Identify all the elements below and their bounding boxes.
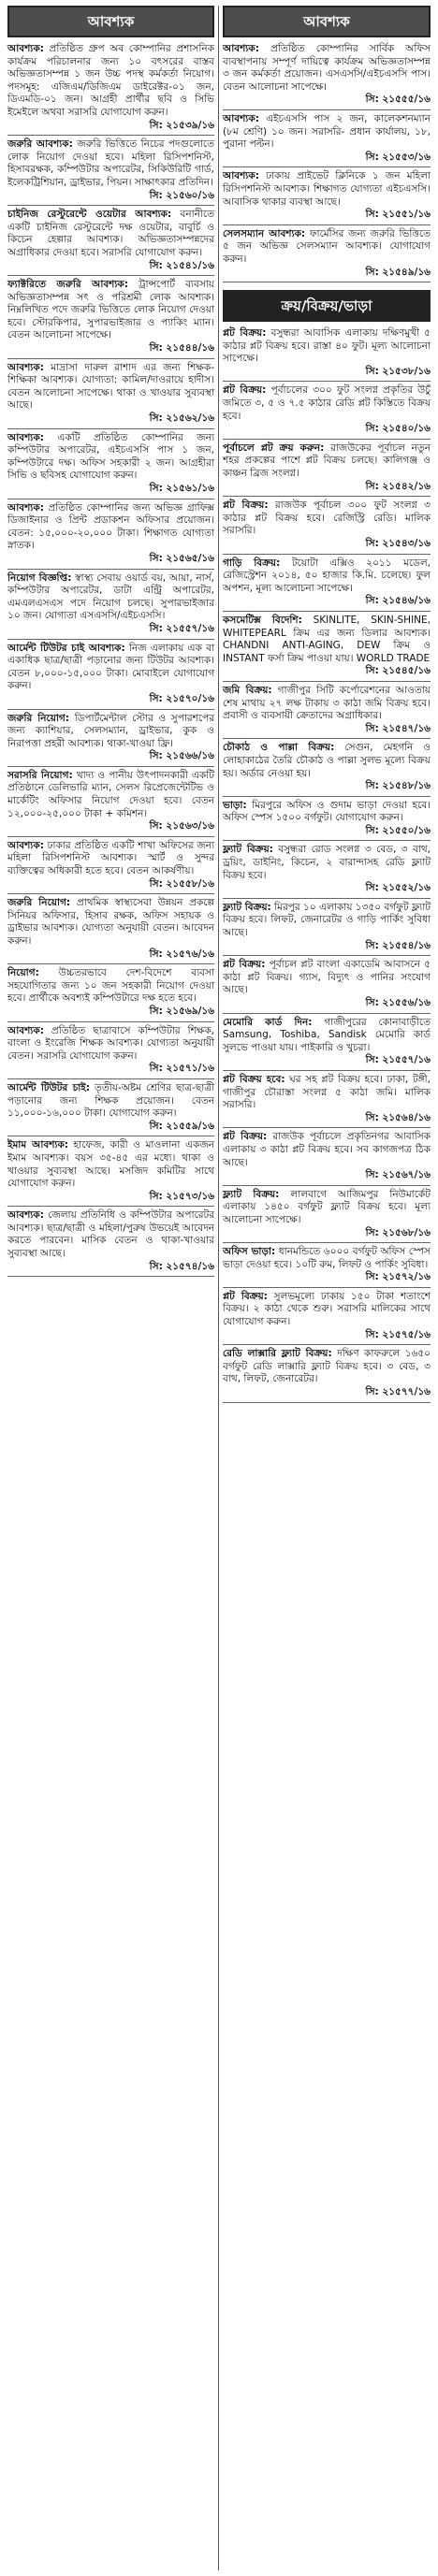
ad-keyword: আবশ্যক: [223,170,259,182]
ad-code: সি: ২১৫৬০/১৬ [149,189,214,201]
ad-separator [223,955,431,956]
ad-code: সি: ২১৫৪৯/১৬ [365,266,431,278]
ad-keyword: আবশ্যক: [7,361,44,373]
ad-text: এইচএসসি পাস ২ জন, কালেকশনম্যান (৮ম শ্রেণি) ১০ জন। সরাসরি- প্রধান কার্যালয়, ১৮, পুরানা পল্টন। [223,112,431,151]
classified-ad [223,1189,431,1239]
ad-separator [223,166,431,167]
ad-separator [7,1276,214,1277]
classified-ad [7,643,214,706]
ad-keyword: আবশ্যক: [7,431,44,443]
ad-text: ডিপার্টমেন্টাল স্টোর ও সুপারশপের জন্য ক্যাশিয়ার, সেলসম্যান, ড্রাইভার, কুক ও নিরাপত্তা প্রহরী আবশ্যক। থাকা-খাওয়া ফ্রি। [7,712,215,749]
ad-code: সি: ২১৫৪৭/১৬ [365,722,431,734]
classified-ad [223,742,431,792]
ad-code: সি: ২১৫৬৮/১৬ [365,1226,431,1238]
ad-text: হাফেজ, কারী ও মাওলানা একজন ইমাম আবশ্যক। বয়স ৩৫-৪৫ এর মধ্যে। থাকা ও খাওয়ার সুব্যবস্থা আছে। মসজিদ কমিটির সাথে যোগাযোগ করুন। [7,1139,214,1190]
ad-keyword: রেডি লাক্সারি ফ্ল্যাট বিক্রয়: [223,1348,332,1360]
ad-keyword: পূর্বাচলে প্লট ক্রয় করুন: [223,441,325,454]
classified-ad [7,572,214,636]
right-ads-list [223,43,431,282]
ad-code: সি: ২১৫৭৬/১৬ [149,948,214,960]
ad-keyword: জমি বিক্রয়: [223,684,272,696]
ad-code: সি: ২১৫৬১/১৬ [149,483,214,494]
classified-ad [223,844,431,894]
ad-separator [7,135,214,136]
ad-keyword: ফ্যাক্টরিতে জরুরি আবশ্যক: [7,279,128,291]
classified-ad [7,432,214,496]
ad-keyword: প্লট বিক্রয়: [223,327,267,340]
ad-text: ঢাকায় প্রাইভেট ক্লিনিকে ১ জন মহিলা রিসিপশনিস্ট আবশ্যক। শিক্ষাগত যোগ্যতা এইচএসসি। আবাসিক থাকার ব্যবস্থা আছে। [223,170,431,208]
ad-text: স্বাস্থ্য সেবায় ওয়ার্ড বয়, আয়া, নার্স, কম্পিউটার অপারেটর, ডাটা এন্ট্রি অপারেটর, এমএলএসএস পদে নিয়োগ চলছে। সুপারভাইজার ১০ জন। যোগ্যতা এসএসসি/এইচএসসি। [7,572,214,622]
ad-keyword: প্লট বিক্রয়: [223,1131,268,1143]
ad-keyword: আবশ্যক: [7,43,44,54]
ad-keyword: আর্মেন্ট টিউটর চাই: [7,1081,90,1093]
ad-separator [7,1078,214,1079]
ad-code: সি: ২১৫৬৬/১৬ [149,750,214,762]
ad-text: পূর্বাচলের ৩০০ ফুট সংলগ্ন প্রকৃতির উচুঁ জমিতে ৩, ৫ ও ৭.৫ কাঠার রেডি প্লট কিস্তিতে বিক্রয় হবে। [223,384,431,422]
section-header-wanted-right: আবশ্যক [223,6,431,37]
ad-keyword: জরুরি আবশ্যক: [7,138,73,151]
ad-separator [7,1021,214,1022]
ad-separator [223,381,431,382]
ad-text: ঘর সহ প্লট বিক্রয় হবে। ঢাকা, টঙ্গী, গাজীপুর চৌরাস্তা সংলগ্ন ৫ কাঠা জমি। মালিক সরাসরি। [223,1073,431,1111]
ad-code: সি: ২১৫৫৩/১৬ [365,151,431,163]
ad-code: সি: ২১৫৫৪/১৬ [365,939,431,951]
ad-text: উচ্চতরভাবে দেশ-বিদেশে ব্যবসা সহযোগিতার জন্য ১০ জন সহকারী নিয়োগ দেওয়া হবে। প্রার্থীকে অবশ্যই কম্পিউটারে দক্ষ হতে হবে। [7,967,214,1005]
ad-text: বসুন্ধরা রোড সংলগ্ন ৩ বেড, ৩ বাথ, ড্রয়িং, ডাইনিং, কিচেন, ২ বারান্দাসহ রেডি ফ্ল্যাট বিক্রয় হবে। [223,844,431,881]
classified-ad [223,384,431,435]
classified-ad [7,138,214,202]
classified-ad [223,43,431,107]
ad-code: সি: ২১৫৫৫/১৬ [365,94,431,106]
ad-text: মিরপুরে অফিস ও গুদাম ভাড়া দেওয়া হবে। অফিস স্পেস ১৫০০ বর্গফুট। যোগাযোগ করুন। [223,799,431,824]
classified-ad [7,770,214,833]
classified-ad [7,897,214,961]
ad-code: সি: ২১৫৫৭/১৬ [149,622,214,634]
ad-keyword: চাইনিজ রেস্টুরেন্টে ওয়েটার আবশ্যক: [7,209,172,221]
ad-separator [223,224,431,225]
classified-ad [7,209,214,272]
ad-separator [223,554,431,555]
ad-code: সি: ২১৫৫০/১৬ [365,824,431,836]
ad-keyword: প্লট বিক্রয়: [223,384,267,397]
ad-text: গাজীপুরের কোনাবাড়ীতে Samsung, Toshiba, Sandisk মেমোরি কার্ড সুলভে পাওয়া যায়। পাইকারি ও খুচরা। [223,1016,431,1053]
ad-text: বনানীতে একটি চাইনিজ রেস্টুরেন্টে দক্ষ ওয়েটার, বাবুর্চি ও কিচেন হেল্পার আবশ্যক। অভিজ্ঞতাসম্পন্নদের অগ্রাধিকার দেওয়া হবে। সরাসরি যোগাযোগ করুন। [7,209,214,258]
classified-ad [223,557,431,608]
ad-keyword: প্লট বিক্রয়: [223,1290,268,1302]
classified-ad [7,840,214,890]
classified-ad [223,1074,431,1124]
ad-keyword: ফ্ল্যাট বিক্রয়: [223,1188,280,1200]
ad-text: ফার্মেসির জন্য জরুরি ভিত্তিতে ৫ জন অভিজ্ঞ সেলসম্যান আবশ্যক। যোগাযোগ করুন। [223,227,431,265]
ad-separator [7,639,214,640]
ad-text: প্রাথমিক স্বাস্থ্যসেবা উন্নয়ন প্রকল্পে সিনিয়র অফিসার, হিসাব রক্ষক, অফিস সহায়ক ও ড্রাইভার আবশ্যক। যোগ্যতা অনুযায়ী বেতন। আবেদন করুন। [7,897,215,947]
ad-keyword: আর্মেন্ট টিউটর চাই আবশ্যক: [7,642,125,654]
ad-code: সি: ২১৫৫৭/১৬ [365,1054,431,1066]
ad-text: টয়োটা এক্সিও ২০১১ মডেল, রেজিস্ট্রেশন ২০১৪, ৫০ হাজার কি.মি. চলেছে। ফুল অপশন, মূল্য আলোচনা সাপেক্ষে। [223,557,431,594]
ad-separator [223,840,431,841]
ad-separator [7,893,214,894]
ad-code: সি: ২১৫৭১/১৬ [149,1063,214,1075]
ad-code: সি: ২১৫৭৭/১৬ [365,1386,431,1398]
ad-text: বসুন্ধরা আবাসিক এলাকায় দক্ষিণমুখী ৫ কাঠার প্লট বিক্রয় হবে। রাস্তা ৪০ ফুট। মূল্য আলোচনা সাপেক্ষে। [223,327,431,365]
ad-separator [223,1242,431,1243]
classified-ad [7,362,214,426]
ad-text: প্রতিষ্ঠিত কোম্পানির জন্য অভিজ্ঞ গ্রাফিক্স ডিজাইনার ও প্রিন্ট প্রডাকশন অফিসার প্রয়োজন। বেতন: ১৫,০০০-২০,০০০ টাকা। শিক্ষাগত যোগ্যতা স্নাতক। [7,501,214,552]
ad-code: সি: ২১৫৬৩/১৬ [149,820,214,832]
ad-code: সি: ২১৫৬২/১৬ [149,412,214,425]
classified-ad [223,800,431,838]
classified-ad [7,1139,214,1203]
ad-keyword: প্লট বিক্রয়: [223,959,266,971]
classified-ad [223,615,431,678]
classified-ad [7,502,214,566]
ad-code: সি: ২১৫৪৬/১৬ [365,595,431,607]
ad-code: সি: ২১৫৪২/১৬ [365,480,431,492]
ad-text: প্রতিষ্ঠিত গ্রুপ অব কোম্পানির প্রশাসনিক কার্যক্রম পরিচালনার জন্য ১০ বৎসরের বাস্তব অভিজ্ঞতাসম্পন্ন ১ জন উচ্চ পদস্থ কর্মকর্তা নিয়োগ। পদসমূহ: এজিএম/ডিজিএম ডাইরেক্টর-০১ জন, ডিএমডি-০১ জন। আগ্রহী প্রার্থীর ছবি ও সিভি ইমেইলে অথবা সরাসরি যোগাযোগ করুন। [7,43,214,118]
classified-ad [223,228,431,279]
classified-ad [7,279,214,355]
ad-separator [7,358,214,359]
ad-separator [223,439,431,440]
left-ads-list [7,43,214,1277]
ad-text: জেলায় প্রতিনিধি ও কম্পিউটার অপারেটর আবশ্যক। ছাত্র/ছাত্রী ও মহিলা/পুরুষ উভয়েই আবেদন করতে পারবেন। মাসিক বেতন ও থাকা-খাওয়ার সুব্যবস্থা আছে। [7,1209,214,1260]
ad-keyword: সরাসরি নিয়োগ: [7,769,73,781]
ad-keyword: ইমাম আবশ্যক: [7,1139,69,1151]
ad-code: সি: ২১৫৫৬/১৬ [365,997,431,1008]
ad-keyword: গাড়ি বিক্রয়: [223,557,281,569]
ad-text: রাজউক পূর্বাচল ৩০০ ফুট সংলগ্ন ৩ কাঠার প্লট বিক্রয় হবে। রেজিস্ট্রি রেডি। মালিক সরাসরি। [223,499,431,537]
classified-ad [223,442,431,493]
ad-text: গাজীপুর সিটি কর্পোরেশনের আওতায় শেষ মাথায় ২৭ লক্ষ টাকায় ৩ কাঠা জমি বিক্রয় হবে। প্রবাসী ও ব্যবসায়ী ক্রেতাদের অগ্রাধিকার। [223,684,431,722]
ad-text: ধানমন্ডিতে ৬০০০ বর্গফুট অফিস স্পেস ভাড়া দেওয়া হবে। ১০টি রুম, লিফট ও পার্কিং সুবিধা। [223,1246,431,1270]
ad-text: ট্রান্সপোর্ট ব্যবসায় অভিজ্ঞতাসম্পন্ন সৎ ও পরিশ্রমী লোক আবশ্যক। নিম্নলিখিত পদে জরুরি ভিত্তিতে লোক নিয়োগ দেওয়া হবে। স্টোরকিপার, সুপারভাইজার ও প্যাকিং ম্যান। বেতন আলোচনা সাপেক্ষে। [7,279,214,341]
classified-ad [7,1209,214,1273]
classified-ad [7,1025,214,1076]
ad-code: সি: ২১৫৫৯/১৬ [149,1120,214,1132]
classified-ad [223,170,431,221]
ad-code: সি: ২১৫৭০/১৬ [149,692,214,704]
ad-text: SKINLITE, SKIN-SHINE, WHITEPEARL ক্রিম এর জন্য ডিলার আবশ্যক। CHANDNI ANTI-AGING, DEW ক্রিম ও INSTANT ফর্সা ক্রিম পাওয়া যায়। WORLD TRADE [223,614,431,664]
ad-separator [223,1013,431,1014]
ad-keyword: আবশ্যক: [7,1024,44,1036]
ad-separator [7,766,214,767]
ad-code: সি: ২১৫৪৫/১৬ [365,665,431,677]
left-column [7,6,214,1280]
classified-ad [223,1017,431,1067]
ad-keyword: জরুরি নিয়োগ: [7,712,70,724]
ad-code: সি: ২১৫৬৯/১৬ [149,1005,214,1017]
classified-ad [7,1082,214,1133]
ad-code: সি: ২১৫৩৯/১৬ [149,119,214,131]
ad-text: মাদ্রাসা দারুল রাশাদ এর জন্য শিক্ষক-শিক্ষিকা আবশ্যক। যোগ্যতা: কামিল/দাওরায়ে হাদীস। বেতন আলোচনা সাপেক্ষে। থাকা ও খাওয়ার সুব্যবস্থা আছে। [7,361,214,412]
classified-ad [223,685,431,735]
ad-text: তৃতীয়-অষ্টম শ্রেণির ছাত্র-ছাত্রী পড়ানোর জন্য শিক্ষক প্রয়োজন। বেতন ১১,০০০-১৬,০০০ টাকা। যোগাযোগ করুন। [7,1081,214,1120]
ad-text: দক্ষিণ কাফরুলে ১৬৫০ বর্গফুট রেডি লাক্সারি ফ্ল্যাট বিক্রয় হবে। ৩ বেড, ৩ বাথ, লিফট, জেনারেটর। [223,1348,431,1385]
classified-ad [7,713,214,763]
ad-code: সি: ২১৫৬৪/১৬ [365,1111,431,1123]
ad-text: লালবাগে আজিমপুর নিউমার্কেট এলাকায় ১৪৫০ বর্গফুট ফ্ল্যাট বিক্রয় হবে। মূল্য আলোচনা সাপেক্ষে। [223,1188,431,1225]
ad-separator [223,1070,431,1071]
ad-code: সি: ২১৫৬৫/১৬ [149,552,214,564]
ad-keyword: অফিস ভাড়া: [223,1246,276,1258]
ad-code: সি: ২১৫৩৮/১৬ [365,365,431,377]
ad-separator [223,898,431,899]
ad-separator [223,109,431,110]
right-column [223,6,431,1406]
ad-code: সি: ২১৫৭২/১৬ [365,1271,431,1283]
classified-ad [223,1348,431,1398]
classified-ad [223,959,431,1009]
ad-code: সি: ২১৫৪৩/১৬ [365,538,431,549]
ad-keyword: আবশ্যক: [7,1209,44,1222]
ad-text: সুলভমূল্যে ঢাকায় ১৫০ টাকা শতাংশে বিক্রয়। ২ কাঠা থেকে শুরু। সরাসরি মালিকের সাথে যোগাযোগ করুন। [223,1290,431,1328]
ad-code: সি: ২১৫৫৮/১৬ [149,877,214,890]
ad-keyword: ফ্ল্যাট বিক্রয়: [223,901,271,913]
ad-keyword: প্লট বিক্রয়: [223,499,269,512]
ad-text: খাদ্য ও পানীয় উৎপাদনকারী একটি প্রতিষ্ঠানে ডেলিভারি ম্যান, সেলস রিপ্রেজেন্টেটিভ ও মার্কেটিং অফিসার নিয়োগ দেওয়া হবে। বেতন ১২,০০০-২৫,০০০ টাকা + কমিশন। [7,769,214,819]
ad-code: সি: ২১৫৪১/১৬ [149,259,214,271]
classified-ad [7,43,214,132]
ad-keyword: চৌকাঠ ও পাল্লা বিক্রয়: [223,742,335,754]
ad-code: সি: ২১৫৫২/১৬ [365,882,431,894]
ad-text: পূর্বাচল প্লট বাংলা একাডেমি আবাসনে ৫ কাঠা প্লট বিক্রয়। গ্যাস, বিদ্যুৎ ও পানির সংযোগ আছে। [223,959,431,996]
ad-separator [7,836,214,837]
ad-keyword: আবশ্যক: [7,839,44,851]
ad-code: সি: ২১৫৬৭/১৬ [365,1169,431,1181]
ad-keyword: নিয়োগ: [7,967,39,979]
ad-code: সি: ২১৫৪০/১৬ [365,423,431,435]
ad-code: সি: ২১৫৪৮/১৬ [365,780,431,792]
ad-keyword: জরুরি নিয়োগ: [7,897,71,909]
column-divider [218,6,219,2570]
classified-ad [223,113,431,164]
right-ads2-list [223,327,431,1403]
ad-text: সেগুন, মেহগনি ও লোহাকাঠের তৈরি চৌকাঠ ও পাল্লা সুলভ মূল্যে বিক্রয় হয়। অর্ডার নেওয়া হয়। [223,742,431,779]
section-header-wanted-left: আবশ্যক [7,6,214,37]
ad-separator [7,709,214,710]
ad-separator [223,1185,431,1186]
ad-keyword: আবশ্যক: [223,43,259,54]
ad-text: প্রতিষ্ঠিত কোম্পানির সার্বিক অফিস ব্যবস্থাপনায় সম্পূর্ণ দায়িত্বে কার্যক্রম অভিজ্ঞতাসম্পন্ন ৩ জন কর্মকর্তা প্রয়োজন। এসএসসি/এইচএসসি পাস। বেতন আলোচনা সাপেক্ষে। [223,43,431,93]
classified-ad [223,499,431,550]
ad-text: একটি প্রতিষ্ঠিত কোম্পানির জন্য কম্পিউটার অপারেটর, এইচএসসি পাস ১ জন, কম্পিউটারে দক্ষ। অফিস সহকারী ২ জন। আগ্রহীরা সিভি ও ছবিসহ যোগাযোগ করুন। [7,431,214,482]
ad-code: সি: ২১৫৭৩/১৬ [149,1190,214,1202]
classified-ad [223,902,431,952]
ad-separator [223,1402,431,1403]
ad-separator [223,611,431,612]
classified-ad [223,327,431,378]
ad-separator [7,205,214,206]
ad-separator [7,963,214,964]
ad-code: সি: ২১৫৫১/১৬ [365,209,431,221]
classified-ad [7,967,214,1018]
ad-text: ঢাকার প্রতিষ্ঠিত একটি শাখা অফিসের জন্য মহিলা রিসিপশনিস্ট আবশ্যক। স্মার্ট ও সুন্দর ব্যক্তিত্বের অধিকারী হতে হবে। বেতন আকর্ষণীয়। [7,839,214,877]
ad-separator [7,1206,214,1207]
ad-keyword: ভাড়া: [223,799,247,811]
classified-ad [223,1131,431,1181]
ad-text: প্রতিষ্ঠিত ছাত্রাবাসে কম্পিউটার শিক্ষক, বাংলা ও ইংরেজি শিক্ষক আবশ্যক। যোগ্যতা অনুযায়ী বেতন। সরাসরি যোগাযোগ করুন। [7,1024,214,1062]
ad-keyword: কসমেটিক্স বিদেশি: [223,614,302,626]
ad-separator [223,738,431,739]
ad-separator [223,496,431,497]
ad-keyword: সেলসম্যান আবশ্যক: [223,227,306,239]
ad-code: সি: ২১৫৪৪/১৬ [149,342,214,355]
section-header-buy-sell-rent: ক্রয়/বিক্রয়/ভাড়া [223,290,431,322]
classified-ad [223,1291,431,1341]
ad-separator [223,796,431,797]
ad-separator [223,1344,431,1345]
ad-keyword: আবশ্যক: [7,501,44,514]
ad-text: মিরপুর ১০ এলাকায় ১৩৫০ বর্গফুট ফ্ল্যাট বিক্রয় হবে। লিফট, জেনারেটর ও গাড়ি পার্কিং সুবিধা আছে। [223,901,431,939]
ad-separator [223,1287,431,1288]
ad-separator [7,275,214,276]
ad-keyword: ফ্ল্যাট বিক্রয়: [223,844,273,856]
ad-text: নিজ এলাকায় এক বা একাধিক ছাত্র/ছাত্রী পড়ানোর জন্য টিউটর আবশ্যক। বেতন ৮,০০০-১৫,০০০ টাকা। মোবাইলে যোগাযোগ করুন। [7,642,214,692]
ad-keyword: প্লট বিক্রয় হবে: [223,1073,285,1085]
classified-ad [223,1246,431,1284]
ad-code: সি: ২১৫৭৫/১৬ [365,1328,431,1340]
ad-text: রাজউক পূর্বাচলে প্রকৃতিনগর আবাসিক এলাকায় ৩ কাঠা প্লট বিক্রয় হবে। সব কাগজপত্র ঠিক আছে। [223,1131,431,1168]
ad-text: জরুরি ভিত্তিতে নিচের পদগুলোতে লোক নিয়োগ দেওয়া হবে। মহিলা রিসিপশনিস্ট, হিসাবরক্ষক, কম্পিউটার অপারেটর, সিকিউরিটি গার্ড, ইলেকট্রিশিয়ান, ড্রাইভার, পিয়ন। সাক্ষাৎকার প্রতিদিন। [7,138,215,188]
ad-separator [223,1127,431,1128]
ad-keyword: মেমোরি কার্ড দিন: [223,1016,313,1028]
ad-code: সি: ২১৫৭৪/১৬ [149,1260,214,1272]
ad-separator [223,681,431,682]
ad-separator [7,428,214,429]
ad-keyword: আবশ্যক: [223,112,259,124]
ad-separator [7,569,214,570]
ad-text: রাজউকের পূর্বাচল নতুন শহর প্রকল্পের পাশে প্লট বিক্রয় চলছে। কালিগঞ্জ ও কাঞ্চন ব্রিজ সংলগ্ন। [223,441,431,480]
ad-keyword: নিয়োগ বিজ্ঞপ্তি: [7,572,72,584]
